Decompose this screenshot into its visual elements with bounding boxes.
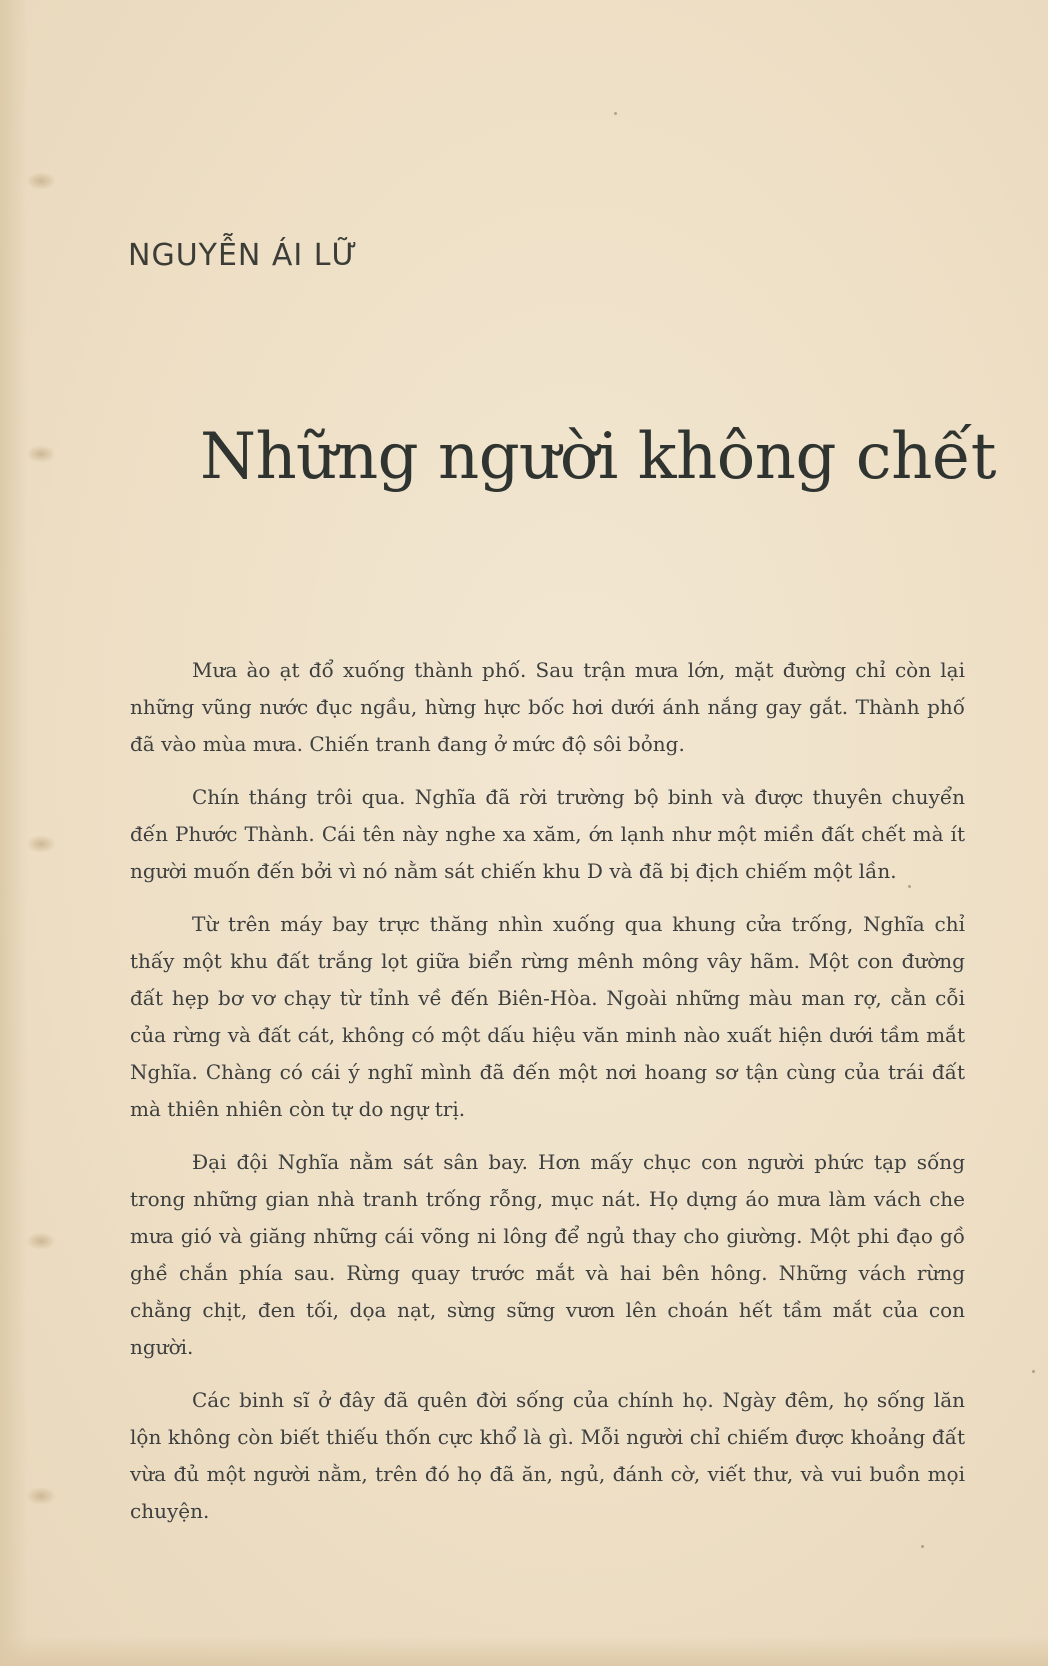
paragraph: Chín tháng trôi qua. Nghĩa đã rời trường bộ binh và được thuyên chuyển đến Phước Thành. Cái tên này nghe xa xăm, ớn lạnh như một miền đất chết mà ít người muốn đến bởi vì nó nằm sát chiến khu D và đã bị địch chiếm một lần. [130, 785, 965, 883]
page-edge-shadow [0, 0, 28, 1666]
paragraph: Từ trên máy bay trực thăng nhìn xuống qua khung cửa trống, Nghĩa chỉ thấy một khu đất trắng lọt giữa biển rừng mênh mông vây hãm. Một con đường đất hẹp bơ vơ chạy từ tỉnh về đến Biên-Hòa. Ngoài những màu man rợ, cằn cỗi của rừng và đất cát, không có một dấu hiệu văn minh nào xuất hiện dưới tầm mắt Nghĩa. Chàng có cái ý nghĩ mình đã đến một nơi hoang sơ tận cùng của trái đất mà thiên nhiên còn tự do ngự trị. [130, 912, 965, 1121]
page-bottom-shadow [0, 1636, 1048, 1666]
paragraph: Mưa ào ạt đổ xuống thành phố. Sau trận mưa lớn, mặt đường chỉ còn lại những vũng nước đục ngầu, hừng hực bốc hơi dưới ánh nắng gay gắt. Thành phố đã vào mùa mưa. Chiến tranh đang ở mức độ sôi bỏng. [130, 658, 965, 756]
paper-speck [614, 112, 617, 115]
body-text [130, 652, 965, 1546]
binding-hole [26, 1487, 56, 1505]
paragraph: Các binh sĩ ở đây đã quên đời sống của chính họ. Ngày đêm, họ sống lăn lộn không còn biết thiếu thốn cực khổ là gì. Mỗi người chỉ chiếm được khoảng đất vừa đủ một người nằm, trên đó họ đã ăn, ngủ, đánh cờ, viết thư, và vui buồn mọi chuyện. [130, 1388, 965, 1523]
paragraph: Đại đội Nghĩa nằm sát sân bay. Hơn mấy chục con người phức tạp sống trong những gian nhà tranh trống rỗng, mục nát. Họ dựng áo mưa làm vách che mưa gió và giăng những cái võng ni lông để ngủ thay cho giường. Một phi đạo gồ ghề chắn phía sau. Rừng quay trước mắt và hai bên hông. Những vách rừng chằng chịt, đen tối, dọa nạt, sừng sững vươn lên choán hết tầm mắt của con người. [130, 1150, 965, 1359]
binding-hole [26, 1232, 56, 1250]
binding-hole [26, 835, 56, 853]
binding-hole [26, 172, 56, 190]
author-name: NGUYỄN ÁI LỮ [128, 238, 359, 273]
chapter-title: Những người không chết [200, 420, 996, 494]
binding-hole [26, 445, 56, 463]
paper-speck [1032, 1370, 1035, 1373]
